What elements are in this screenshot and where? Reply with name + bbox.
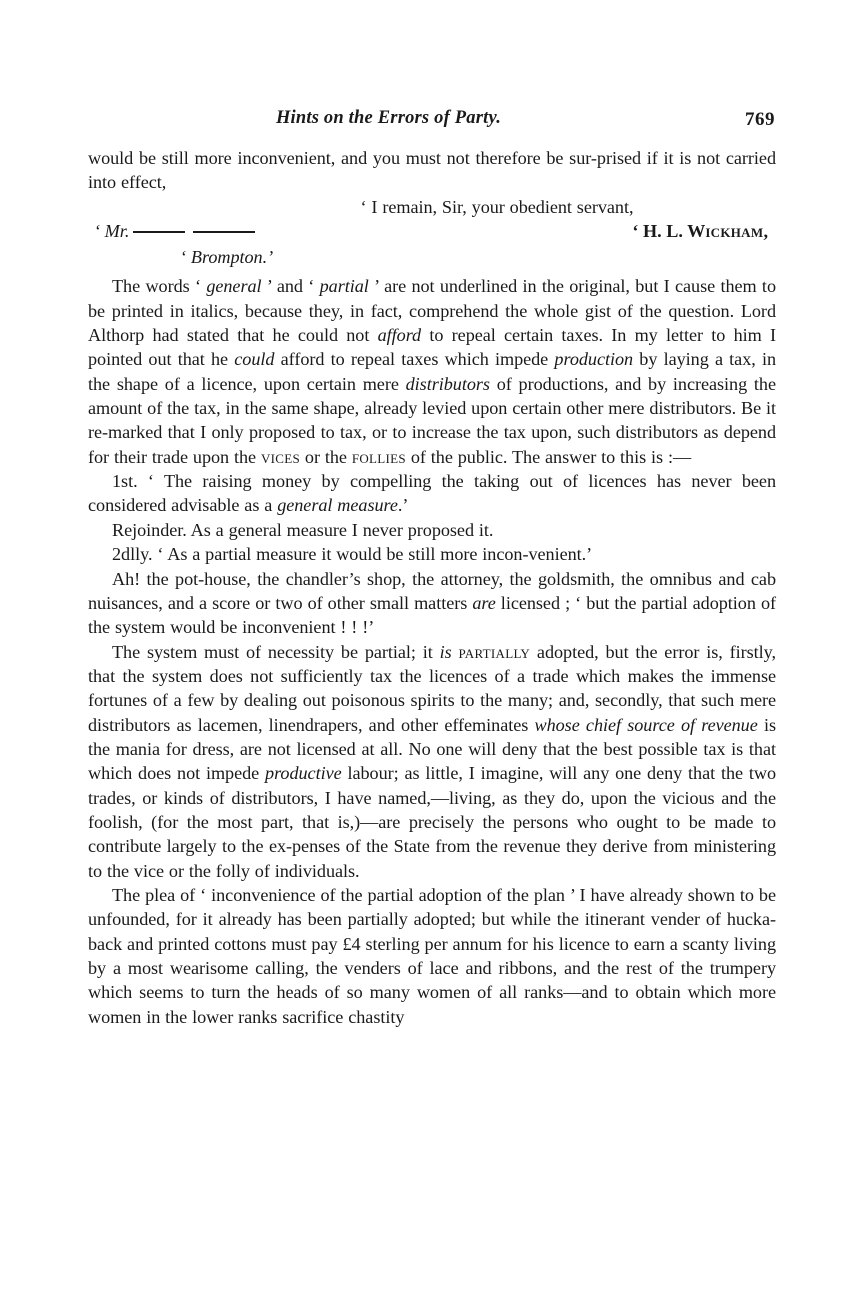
- letter-continuation-paragraph: would be still more inconvenient, and you must not therefore be sur-prised if it is not carried into effect,: [88, 148, 776, 193]
- text-run: licensed ; ‘ but the partial adoption of the system would be inconvenient ! ! !’: [88, 592, 777, 638]
- emphasis-are: are: [472, 592, 496, 613]
- emphasis-distributors: distributors: [405, 373, 490, 394]
- emphasis-production: production: [554, 349, 634, 370]
- emphasis-could: could: [234, 349, 275, 370]
- paragraph-pot-house: [88, 567, 776, 640]
- redaction-rule-first: [133, 231, 185, 233]
- emphasis-general: general: [206, 276, 262, 297]
- text-run: or the: [300, 446, 352, 467]
- signature-suffix: ,: [763, 221, 768, 242]
- signature-name-smallcaps: ickham: [705, 221, 764, 242]
- emphasis-whose-chief-source: whose chief source of revenue: [534, 714, 758, 735]
- text-run: 1st. ‘ The raising money by compelling the taking out of licences has never been considered advisable as a: [88, 471, 776, 516]
- text-run: adopted, but the error is, firstly, that the system does not sufficiently tax the licences of a trade which makes the immense fortunes of a few by dealing out poisonous spirits to the many; and, secondly, that such mere distributors as lacemen, linendrapers, and other effeminates: [88, 641, 776, 735]
- paragraph-plea-inconvenience: The plea of ‘ inconvenience of the partial adoption of the plan ’ I have already shown to be unfounded, for it already has been partially adopted; but while the itinerant vender of hucka-back and printed cottons must pay £4 sterling per annum for his licence to earn a scanty living by a most wearisome calling, the venders of lace and ribbons, and the rest of the trumpery which seems to turn the heads of so many women of all ranks—and to obtain which more women in the lower ranks sacrifice chastity: [88, 884, 776, 1027]
- text-run: of productions, and by increasing the amount of the tax, in the same shape, already levied upon certain other mere distributors. Be it re-marked that I only proposed to tax, or to increase the tax upon, such distributors as depend for their trade upon the: [88, 373, 776, 467]
- text-run: ’ and ‘: [261, 276, 320, 297]
- smallcaps-vices: vices: [260, 446, 301, 467]
- paragraph-objection-first: [88, 469, 776, 518]
- text-run: The words ‘: [112, 276, 207, 297]
- emphasis-productive: productive: [265, 763, 342, 784]
- signature-row: [88, 219, 776, 245]
- text-run: afford to repeal taxes which impede: [274, 349, 555, 370]
- addressee-prefix: ‘ Mr.: [94, 221, 130, 242]
- emphasis-general-measure: general measure: [277, 495, 398, 516]
- paragraph-objection-second: 2dlly. ‘ As a partial measure it would be still more incon-venient.’: [112, 544, 593, 565]
- paragraph-rejoinder: Rejoinder. As a general measure I never proposed it.: [112, 519, 494, 540]
- text-run: by laying a tax, in the shape of a licence, upon certain mere: [88, 349, 776, 394]
- text-run: is the mania for dress, are not licensed at all. No one will deny that the best possible tax is that which does not impede: [88, 714, 777, 784]
- text-run: .’: [397, 495, 409, 516]
- emphasis-partial: partial: [319, 276, 369, 297]
- smallcaps-partially: partially: [458, 641, 531, 662]
- text-run: of the public. The answer to this is :—: [405, 446, 692, 467]
- text-run: labour; as little, I imagine, will any one deny that the two trades, or kinds of distributors, I have named,—living, as they do, upon the vicious and the foolish, (for the most part, that is,)—are precisely the persons who ought to be made to contribute largely to the ex-penses of the State from the revenue they derive from ministering to the vice or the folly of individuals.: [88, 763, 776, 881]
- body-text-block: [88, 146, 776, 1029]
- letter-salutation: ‘ I remain, Sir, your obedient servant,: [360, 196, 634, 217]
- addressee-line: [94, 219, 259, 243]
- running-head: [88, 108, 775, 134]
- smallcaps-follies: follies: [351, 446, 406, 467]
- text-run: The system must of necessity be partial; it: [112, 641, 440, 662]
- signature-name: ‘ H. L. W: [632, 221, 706, 242]
- paragraph-system-partial: [88, 640, 776, 883]
- redaction-rule-second: [193, 231, 255, 233]
- page-title: Hints on the Errors of Party.: [275, 108, 502, 128]
- letter-signature: [632, 219, 768, 243]
- text-run: ’ are not underlined in the original, but I cause them to be printed in italics, because they, in fact, comprehend the whole gist of the question. Lord Althorp had stated that he could not: [88, 276, 776, 346]
- page-number: 769: [745, 109, 775, 130]
- emphasis-is: is: [439, 641, 452, 662]
- text-run: Ah! the pot-house, the chandler’s shop, the attorney, the goldsmith, the omnibus and cab nuisances, and a score or two of other small matters: [88, 568, 776, 613]
- letter-place: ‘ Brompton.’: [180, 247, 274, 268]
- text-run: to repeal certain taxes. In my letter to him I pointed out that he: [88, 325, 776, 370]
- paragraph-words-general-partial: [88, 274, 776, 469]
- emphasis-afford: afford: [377, 325, 422, 346]
